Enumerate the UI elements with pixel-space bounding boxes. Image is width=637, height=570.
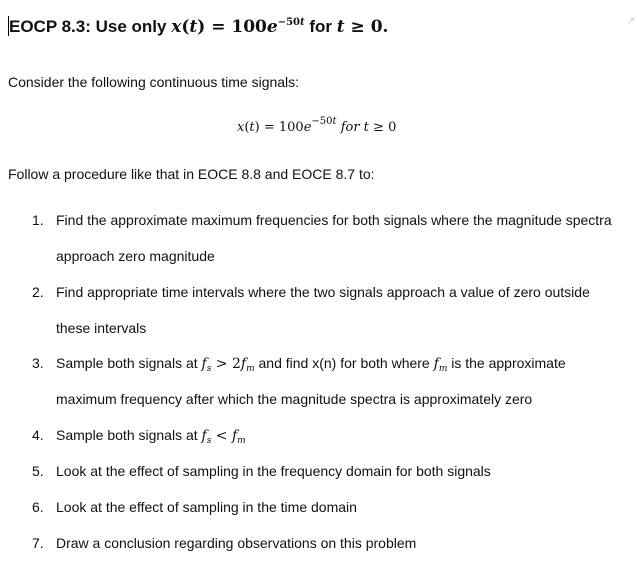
list-item [32,284,590,300]
item-number: 3. [32,355,44,371]
procedure-intro: Follow a procedure like that in EOCE 8.8 and EOCE 8.7 to: [8,166,375,182]
list-item [32,463,491,479]
list-item [32,427,246,444]
item-number: 4. [32,427,44,443]
item-text-pre: Sample both signals at [56,427,198,443]
intro-text: Consider the following continuous time signals: [8,74,300,90]
list-item [32,212,612,228]
list-item [32,355,566,372]
heading-equation: $x(t) = 100e^{-50t}$ [171,17,305,37]
item-text-post: is the approximate [451,355,566,371]
item-text: Draw a conclusion regarding observations on this problem [56,535,417,551]
list-item [32,499,357,515]
heading-label: EOCP 8.3: Use only [9,17,167,36]
item-number: 5. [32,463,44,479]
list-item [32,535,416,551]
item-text-pre: Sample both signals at [56,355,198,371]
heading-condition: t ≥ 0. [336,17,389,37]
item-text-mid: and find x(n) for both where [258,355,430,371]
item-continuation: approach zero magnitude [56,248,215,264]
fm-symbol: $f_m$ [433,356,448,374]
item-number: 2. [32,284,44,300]
item-number: 7. [32,535,44,551]
item-text: Find the approximate maximum frequencies for both signals where the magnitude spectra [56,212,612,228]
item-continuation: these intervals [56,320,147,336]
item-text: Look at the effect of sampling in the time domain [56,499,357,515]
heading-suffix: for [309,17,333,36]
sampling-condition: $f_s > 2f_m$ [201,356,255,374]
item-continuation: maximum frequency after which the magnitude spectra is approximately zero [56,391,533,407]
corner-handle-icon: ↗ [626,16,635,27]
problem-heading [8,16,388,37]
item-number: 6. [32,499,44,515]
item-text: Look at the effect of sampling in the frequency domain for both signals [56,463,491,479]
item-text: Find appropriate time intervals where the two signals approach a value of zero outside [56,284,590,300]
item-number: 1. [32,212,44,228]
undersampling-condition: $f_s < f_m$ [201,428,246,446]
signal-equation: $x(t) = 100e^{-50t}$ for t ≥ 0 [237,116,397,135]
